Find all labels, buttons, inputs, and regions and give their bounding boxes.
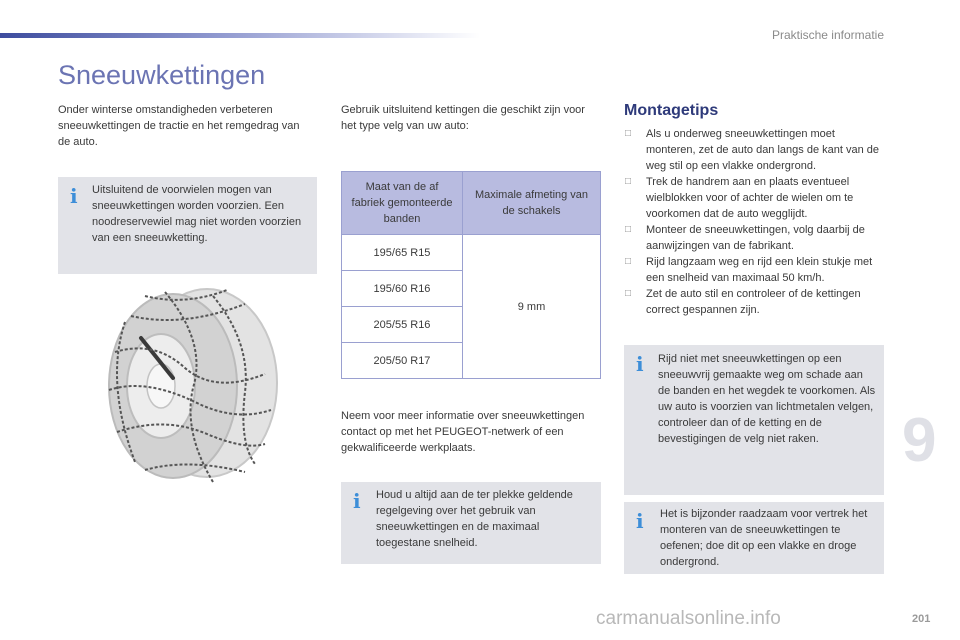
page-number: 201 (912, 613, 931, 625)
snow-chain-tire-illustration (95, 282, 285, 492)
section-title: Praktische informatie (771, 28, 884, 42)
list-item (624, 126, 886, 174)
info-text: Uitsluitend de voorwielen mogen van sneeuwkettingen worden voorzien. Een noodreservewiel mag niet worden voorzien van een sneeuwketting. (92, 184, 302, 244)
list-item (624, 254, 886, 286)
tip-text: Rijd langzaam weg en rijd een klein stukje met een snelheid van maximaal 50 km/h. (646, 256, 873, 284)
table-header-tyre-size: Maat van de af fabriek gemonteerde banden (342, 172, 463, 235)
info-text: Rijd niet met sneeuwkettingen op een sneeuwvrij gemaakte weg om schade aan de banden en het wegdek te voorkomen. Als uw auto is voorzien van lichtmetalen velgen, controleer dan of de ketting en de bevestigingen de velg niet raken. (658, 353, 876, 445)
info-icon: i (636, 509, 644, 533)
page-title: Sneeuwkettingen (58, 60, 266, 90)
checkbox-icon: □ (625, 176, 632, 187)
table-header-row (342, 172, 601, 235)
checkbox-icon: □ (625, 224, 632, 235)
table-cell-size: 205/55 R16 (342, 307, 463, 343)
info-icon: i (353, 489, 361, 513)
list-item (624, 286, 886, 318)
tip-text: Als u onderweg sneeuwkettingen moet monteren, zet de auto dan langs de kant van de weg stil op een vlakke ondergrond. (646, 128, 879, 172)
montage-tips-list (624, 126, 886, 318)
list-item (624, 222, 886, 254)
tip-text: Trek de handrem aan en plaats eventueel wielblokken voor of achter de wielen om te voorkomen dat de auto wegglijdt. (646, 176, 854, 220)
info-box-practice (624, 502, 884, 574)
table-cell-size: 205/50 R17 (342, 343, 463, 379)
tip-text: Zet de auto stil en controleer of de kettingen correct gespannen zijn. (646, 288, 861, 316)
checkbox-icon: □ (625, 288, 632, 299)
watermark: carmanualsonline.info (596, 608, 781, 629)
info-box-regulations (341, 482, 601, 564)
montage-heading: Montagetips (624, 102, 719, 119)
table-cell-max-link: 9 mm (463, 235, 601, 379)
table-header-max-link: Maximale afmeting van de schakels (463, 172, 601, 235)
rim-type-paragraph: Gebruik uitsluitend kettingen die geschikt zijn voor het type velg van uw auto: (341, 104, 585, 132)
header-accent-bar (0, 33, 480, 38)
info-box-front-wheels (58, 177, 317, 274)
intro-paragraph: Onder winterse omstandigheden verbeteren sneeuwkettingen de tractie en het remgedrag van de auto. (58, 104, 300, 148)
tip-text: Monteer de sneeuwkettingen, volg daarbij de aanwijzingen van de fabrikant. (646, 224, 865, 252)
table-cell-size: 195/65 R15 (342, 235, 463, 271)
info-text: Houd u altijd aan de ter plekke geldende regelgeving over het gebruik van sneeuwkettingen en de maximaal toegestane snelheid. (376, 489, 573, 549)
info-icon: i (70, 184, 78, 208)
chain-size-table (341, 171, 601, 379)
list-item (624, 174, 886, 222)
checkbox-icon: □ (625, 128, 632, 139)
table-cell-size: 195/60 R16 (342, 271, 463, 307)
info-icon: i (636, 352, 644, 376)
more-info-paragraph: Neem voor meer informatie over sneeuwkettingen contact op met het PEUGEOT-netwerk of een gekwalificeerde werkplaats. (341, 410, 585, 454)
info-text: Het is bijzonder raadzaam voor vertrek het monteren van de sneeuwkettingen te oefenen; doe dit op een vlakke en droge ondergrond. (660, 508, 868, 568)
checkbox-icon: □ (625, 256, 632, 267)
info-box-no-snow (624, 345, 884, 495)
table-row (342, 235, 601, 271)
chapter-number: 9 (902, 406, 937, 475)
